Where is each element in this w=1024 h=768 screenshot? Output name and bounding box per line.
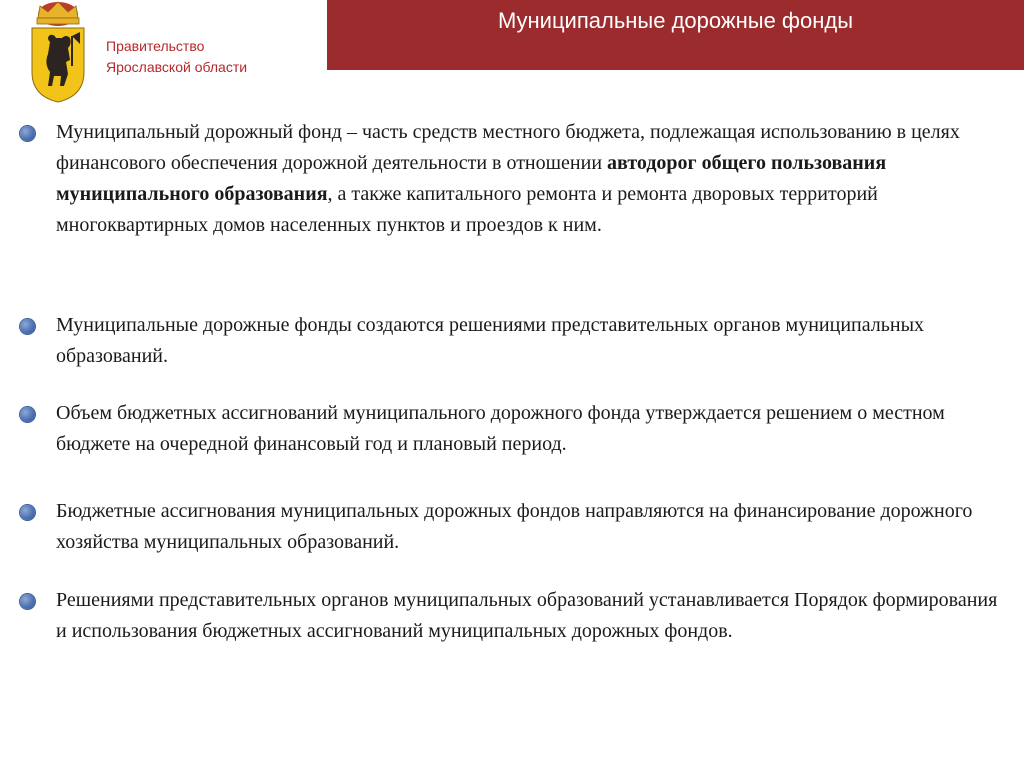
bullet-text: Объем бюджетных ассигнований муниципального дорожного фонда утверждается решением о местном бюджете на очередной финансовый год и плановый период. — [56, 402, 945, 455]
page-title: Муниципальные дорожные фонды — [497, 8, 854, 33]
bullet-icon — [20, 319, 35, 334]
organization-name-line1: Правительство — [106, 38, 205, 54]
bullet-icon — [20, 126, 35, 141]
bullet-icon — [20, 407, 35, 422]
bullet-icon — [20, 594, 35, 609]
bold-phrase: автодорог общего пользования муниципального образования — [56, 152, 887, 205]
organization-name-line2: Ярославской области — [106, 59, 248, 75]
list-item — [56, 496, 1006, 558]
list-item — [56, 117, 1006, 241]
list-item — [56, 310, 1006, 372]
bullet-text: Муниципальный дорожный фонд – часть средств местного бюджета, подлежащая использованию в целях финансового обеспечения дорожной деятельности в отношении автодорог общего пользования муниципального образования, а также капитального ремонта и ремонта дворовых территорий многоквартирных домов населенных пунктов и проездов к ним. — [56, 121, 960, 236]
list-item — [56, 398, 1006, 460]
bullet-icon — [20, 505, 35, 520]
list-item — [56, 585, 1006, 647]
bullet-text: Муниципальные дорожные фонды создаются решениями представительных органов муниципальных образований. — [56, 314, 925, 367]
bullet-text: Бюджетные ассигнования муниципальных дорожных фондов направляются на финансирование дорожного хозяйства муниципальных образований. — [56, 500, 973, 553]
bullet-text: Решениями представительных органов муниципальных образований устанавливается Порядок формирования и использования бюджетных ассигнований муниципальных дорожных фондов. — [56, 589, 998, 642]
